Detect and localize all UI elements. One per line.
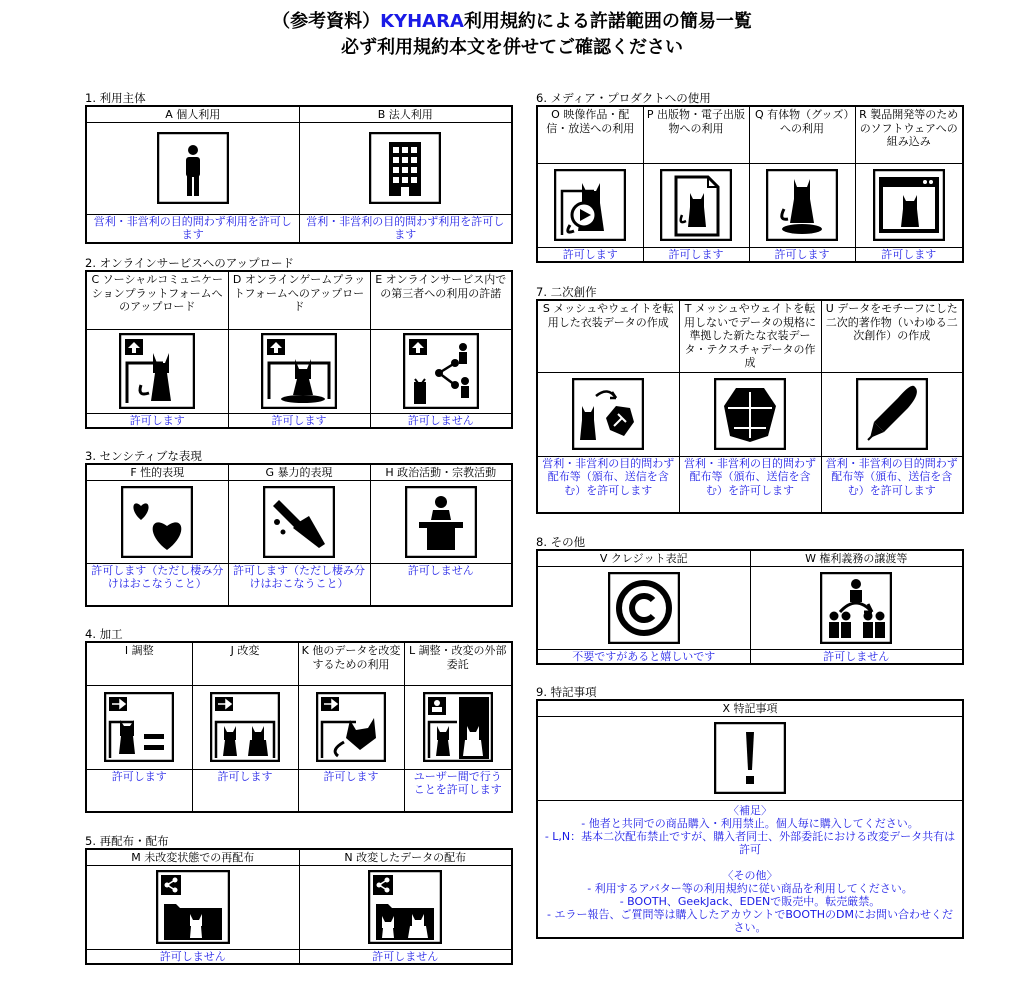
transfer-icon bbox=[820, 572, 892, 644]
permission-status: 営利・非営利の目的問わず配布等（頒布、送信を含む）を許可します bbox=[537, 456, 679, 513]
section-heading: 4. 加工 bbox=[85, 627, 123, 641]
item-label: X 特記事項 bbox=[537, 700, 963, 716]
new-costume-icon bbox=[714, 378, 786, 450]
permission-status: 営利・非営利の目的問わず利用を許可します bbox=[86, 214, 299, 243]
section-other bbox=[536, 535, 964, 665]
notes-body bbox=[538, 801, 962, 937]
permission-status: 許可します bbox=[228, 413, 370, 428]
item-label: J 改変 bbox=[192, 642, 298, 685]
item-label: C ソーシャルコミュニケーションプラットフォームへのアップロード bbox=[86, 271, 228, 329]
permission-status: 営利・非営利の目的問わず配布等（頒布、送信を含む）を許可します bbox=[821, 456, 963, 513]
person-icon bbox=[157, 132, 229, 204]
item-label: E オンラインサービス内での第三者への利用の許諾 bbox=[370, 271, 512, 329]
other-line: - BOOTH、GeekJack、EDENで販売中。転売厳禁。 bbox=[619, 894, 881, 908]
section-sensitive bbox=[85, 449, 513, 607]
permission-table bbox=[536, 105, 964, 263]
section-usage-subject bbox=[85, 91, 513, 244]
notes-table bbox=[536, 699, 964, 939]
section-heading: 8. その他 bbox=[536, 535, 586, 549]
other-line: - エラー報告、ご質問等は購入したアカウントでBOOTHのDMにお問い合わせください。 bbox=[547, 907, 953, 934]
item-label: A 個人利用 bbox=[86, 106, 299, 122]
other-line: - 利用するアバター等の利用規約に従い商品を利用してください。 bbox=[587, 881, 913, 895]
page-title bbox=[0, 10, 1024, 34]
modify-other-icon bbox=[316, 692, 386, 762]
permission-status: 許可しません bbox=[370, 413, 512, 428]
item-label: P 出版物・電子出版物への利用 bbox=[643, 106, 749, 163]
permission-status: 許可します bbox=[298, 769, 404, 812]
item-label: F 性的表現 bbox=[86, 464, 228, 480]
permission-status: 許可しません bbox=[750, 649, 963, 664]
item-label: L 調整・改変の外部委託 bbox=[404, 642, 512, 685]
item-label: W 権利義務の譲渡等 bbox=[750, 550, 963, 566]
item-label: T メッシュやウェイトを転用しないでデータの規格に準拠した新たな衣装データ・テクスチャデータの作成 bbox=[679, 300, 821, 372]
costume-icon bbox=[572, 378, 644, 450]
section-heading: 9. 特記事項 bbox=[536, 685, 597, 699]
permission-table bbox=[536, 299, 964, 514]
item-label: D オンラインゲームプラットフォームへのアップロード bbox=[228, 271, 370, 329]
brand-name: KYHARA bbox=[380, 11, 464, 32]
supplement-line: - L,N：基本二次配布禁止ですが、購入者同士、外部委託における改変データ共有は許可 bbox=[544, 829, 956, 856]
section-derivative bbox=[536, 285, 964, 514]
other-title: 〈その他〉 bbox=[722, 868, 778, 882]
supplement-line: - 他者と共同での商品購入・利用禁止。個人毎に購入してください。 bbox=[581, 816, 919, 830]
item-label: V クレジット表記 bbox=[537, 550, 750, 566]
section-heading: 2. オンラインサービスへのアップロード bbox=[85, 256, 294, 270]
item-label: I 調整 bbox=[86, 642, 192, 685]
upload-avatar-icon bbox=[119, 333, 195, 409]
upload-game-icon bbox=[261, 333, 337, 409]
item-label: O 映像作品・配信・放送への利用 bbox=[537, 106, 643, 163]
software-icon bbox=[873, 169, 945, 241]
supplement-title: 〈補足〉 bbox=[728, 803, 772, 817]
permission-status: 許可します bbox=[86, 413, 228, 428]
permission-status: 不要ですがあると嬉しいです bbox=[537, 649, 750, 664]
building-icon bbox=[369, 132, 441, 204]
modify-icon bbox=[210, 692, 280, 762]
permission-status: 許可します bbox=[643, 247, 749, 262]
permission-status: 許可します bbox=[537, 247, 643, 262]
title-prefix: （参考資料） bbox=[272, 11, 381, 32]
pen-icon bbox=[856, 378, 928, 450]
share-third-party-icon bbox=[403, 333, 479, 409]
outsource-icon bbox=[423, 692, 493, 762]
permission-status: 営利・非営利の目的問わず利用を許可します bbox=[299, 214, 512, 243]
item-label: S メッシュやウェイトを転用した衣装データの作成 bbox=[537, 300, 679, 372]
figure-icon bbox=[766, 169, 838, 241]
permission-status: 許可します bbox=[192, 769, 298, 812]
podium-icon bbox=[405, 486, 477, 558]
hearts-icon bbox=[121, 486, 193, 558]
permission-status: 営利・非営利の目的問わず配布等（頒布、送信を含む）を許可します bbox=[679, 456, 821, 513]
permission-status: 許可します bbox=[749, 247, 855, 262]
video-icon bbox=[554, 169, 626, 241]
section-heading: 5. 再配布・配布 bbox=[85, 834, 169, 848]
distribute-modified-icon bbox=[368, 870, 442, 944]
copyright-icon bbox=[608, 572, 680, 644]
title-main: 利用規約による許諾範囲の簡易一覧 bbox=[463, 11, 752, 32]
permission-table bbox=[85, 463, 513, 607]
section-heading: 1. 利用主体 bbox=[85, 91, 146, 105]
section-special-notes bbox=[536, 685, 964, 939]
section-heading: 7. 二次創作 bbox=[536, 285, 597, 299]
permission-status: 許可しません bbox=[299, 949, 512, 964]
exclamation-icon bbox=[714, 722, 786, 794]
permission-table bbox=[85, 270, 513, 429]
item-label: R 製品開発等のためのソフトウェアへの組み込み bbox=[855, 106, 963, 163]
section-online-upload bbox=[85, 256, 513, 429]
section-heading: 6. メディア・プロダクトへの使用 bbox=[536, 91, 711, 105]
permission-status: 許可します（ただし棲み分けはおこなうこと） bbox=[86, 563, 228, 606]
section-processing bbox=[85, 627, 513, 813]
page-subtitle: 必ず利用規約本文を併せてご確認ください bbox=[341, 37, 683, 58]
section-heading: 3. センシティブな表現 bbox=[85, 449, 202, 463]
item-label: B 法人利用 bbox=[299, 106, 512, 122]
permission-status: 許可します bbox=[86, 769, 192, 812]
permission-table bbox=[85, 848, 513, 965]
item-label: K 他のデータを改変するための利用 bbox=[298, 642, 404, 685]
adjust-icon bbox=[104, 692, 174, 762]
permission-table bbox=[85, 105, 513, 244]
section-media-product bbox=[536, 91, 964, 263]
item-label: G 暴力的表現 bbox=[228, 464, 370, 480]
section-redistribution bbox=[85, 834, 513, 965]
permission-status: 許可しません bbox=[370, 563, 512, 606]
item-label: Q 有体物（グッズ）への利用 bbox=[749, 106, 855, 163]
item-label: N 改変したデータの配布 bbox=[299, 849, 512, 865]
permission-table bbox=[85, 641, 513, 813]
permission-status: 許可しません bbox=[86, 949, 299, 964]
permission-status: 許可します bbox=[855, 247, 963, 262]
permission-status: ユーザー間で行うことを許可します bbox=[404, 769, 512, 812]
permission-status: 許可します（ただし棲み分けはおこなうこと） bbox=[228, 563, 370, 606]
knife-icon bbox=[263, 486, 335, 558]
item-label: M 未改変状態での再配布 bbox=[86, 849, 299, 865]
publication-icon bbox=[660, 169, 732, 241]
item-label: H 政治活動・宗教活動 bbox=[370, 464, 512, 480]
redistribute-icon bbox=[156, 870, 230, 944]
permission-table bbox=[536, 549, 964, 665]
item-label: U データをモチーフにした二次的著作物（いわゆる二次創作）の作成 bbox=[821, 300, 963, 372]
